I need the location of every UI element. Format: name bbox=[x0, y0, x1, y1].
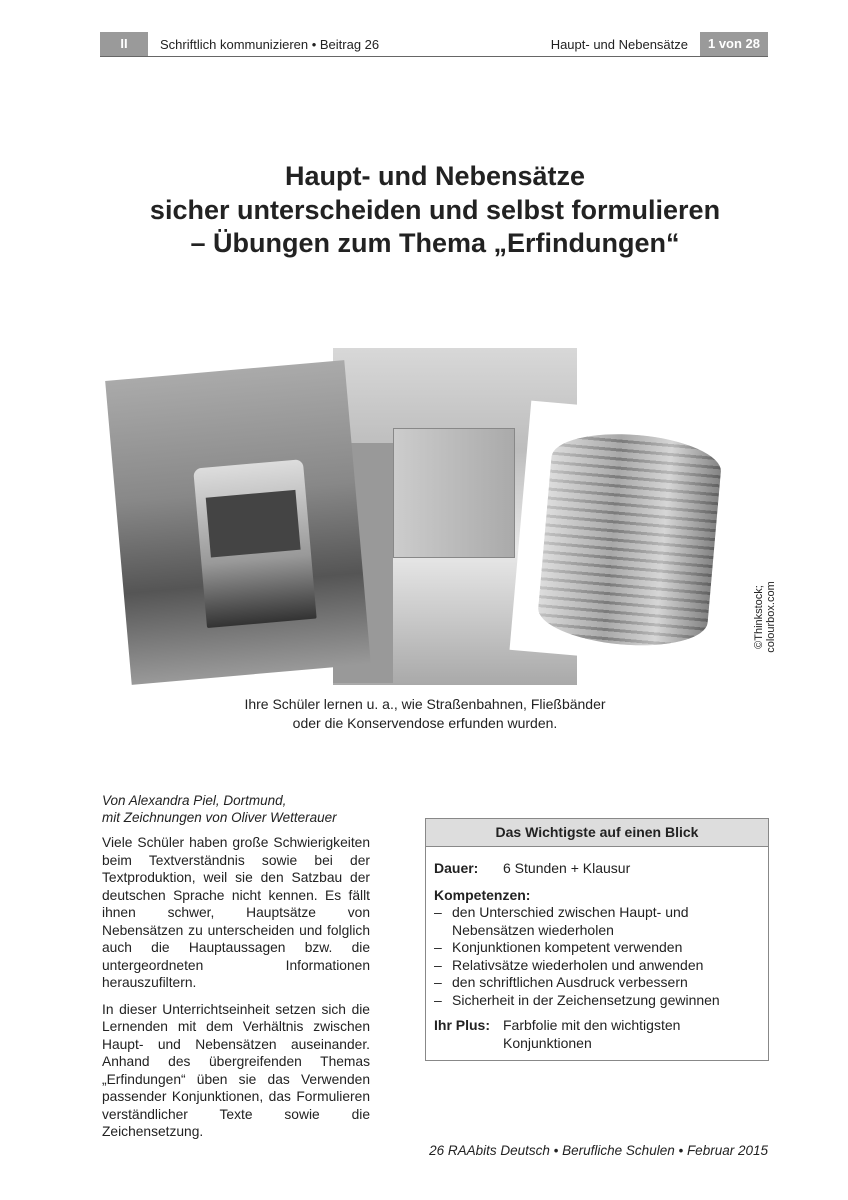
section-label: II bbox=[100, 32, 148, 56]
running-header bbox=[100, 32, 768, 57]
photo-credit: ©Thinkstock; colourbox.com bbox=[753, 581, 777, 653]
intro-text bbox=[102, 834, 370, 1150]
photo-caption bbox=[200, 695, 650, 733]
list-item: – den schriftlichen Ausdruck verbessern bbox=[434, 974, 760, 992]
list-item: – Relativsätze wiederholen und anwenden bbox=[434, 957, 760, 975]
author-line: mit Zeichnungen von Oliver Wetterauer bbox=[102, 810, 337, 825]
paragraph: Viele Schüler haben große Schwierigkeiten beim Textverständnis sowie bei der Textproduktion, weil sie den Satzbau der deutschen Sprache nicht kennen. Es fällt ihnen schwer, Hauptsätze von Nebensätzen zu unterscheiden und folglich auch die Hauptaussagen bzw. die untergeordneten Informationen herauszufiltern. bbox=[102, 835, 370, 990]
author-info bbox=[102, 792, 337, 826]
title-line: Haupt- und Nebensätze bbox=[284, 161, 586, 191]
competencies-label: Kompetenzen: bbox=[434, 886, 531, 903]
caption-line: oder die Konservendose erfunden wurden. bbox=[292, 715, 558, 731]
tin-can-photo bbox=[510, 401, 756, 670]
page-title bbox=[80, 160, 790, 261]
page-footer: 26 RAAbits Deutsch • Berufliche Schulen • Februar 2015 bbox=[429, 1143, 768, 1158]
title-line: – Übungen zum Thema „Erfindungen“ bbox=[190, 228, 680, 258]
topic-label: Haupt- und Nebensätze bbox=[550, 37, 688, 52]
duration-label: Dauer: bbox=[434, 860, 479, 876]
paragraph: In dieser Unterrichtseinheit setzen sich die Lernenden mit dem Verhältnis zwischen Haupt- und Nebensätzen auseinander. Anhand des übergreifenden Themas „Erfindungen“ üben sie das Verwenden passender Konjunktionen, das Formulieren verständlicher Texte sowie die Zeichensetzung. bbox=[102, 1001, 370, 1139]
duration-value: 6 Stunden + Klausur bbox=[503, 860, 631, 876]
author-line: Von Alexandra Piel, Dortmund, bbox=[102, 793, 287, 808]
title-line: sicher unterscheiden und selbst formulieren bbox=[149, 194, 721, 225]
plus-value: Farbfolie mit den wichtigsten Konjunktionen bbox=[503, 1017, 681, 1051]
list-item: – Konjunktionen kompetent verwenden bbox=[434, 939, 760, 957]
page-number: 1 von 28 bbox=[700, 32, 768, 56]
caption-line: Ihre Schüler lernen u. a., wie Straßenbahnen, Fließbänder bbox=[244, 696, 606, 712]
tram-photo bbox=[105, 360, 371, 685]
list-item: – den Unterschied zwischen Haupt- und Nebensätzen wiederholen bbox=[434, 904, 760, 939]
plus-label: Ihr Plus: bbox=[434, 1017, 491, 1033]
series-label: Schriftlich kommunizieren • Beitrag 26 bbox=[160, 37, 380, 52]
competencies-list bbox=[434, 904, 760, 1009]
list-item: – Sicherheit in der Zeichensetzung gewinnen bbox=[434, 992, 760, 1010]
overview-box bbox=[425, 818, 769, 1061]
overview-heading: Das Wichtigste auf einen Blick bbox=[426, 819, 768, 847]
